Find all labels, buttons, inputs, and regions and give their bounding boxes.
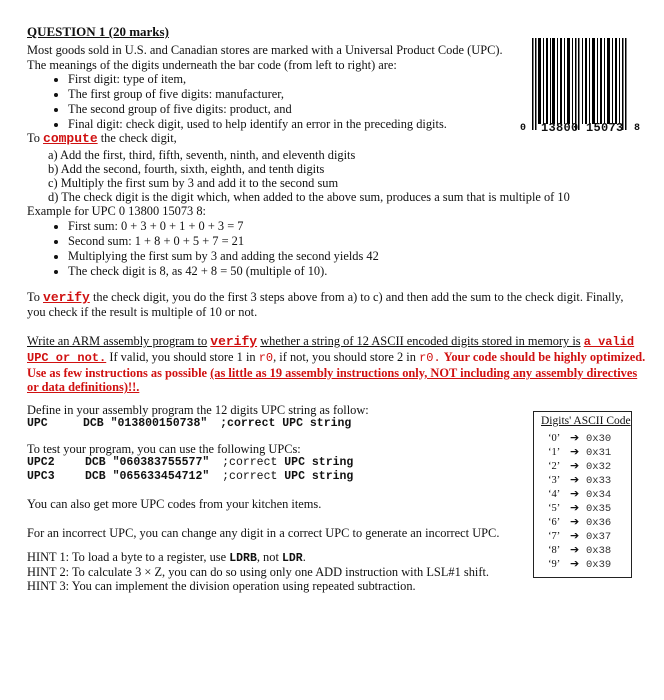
arrow-right-icon: ➔ xyxy=(570,501,580,514)
step-d: d) The check digit is the digit which, when added to the above sum, produces a sum that is multiple of 10 xyxy=(48,190,570,204)
ascii-char: ‘0’ xyxy=(548,433,561,444)
verify-line-2: you check if the result is multiple of 10 or not. xyxy=(27,305,258,319)
meaning-item: The second group of five digits: product, and xyxy=(68,102,292,116)
incorrect-text: For an incorrect UPC, you can change any digit in a correct UPC to generate an incorrect UPC. xyxy=(27,526,500,540)
step-a: a) Add the first, third, fifth, seventh, ninth, and eleventh digits xyxy=(48,148,356,162)
code-comment-keyword: UPC xyxy=(284,456,305,469)
bullet-icon xyxy=(54,123,58,127)
barcode-middle-digits: 13800 15073 xyxy=(541,121,624,135)
code-label: UPC2 xyxy=(27,456,55,469)
ascii-hex: 0x31 xyxy=(586,447,612,459)
ascii-row xyxy=(548,487,611,502)
arrow-right-icon: ➔ xyxy=(570,529,580,542)
verify-keyword: verify xyxy=(43,290,90,305)
ascii-row xyxy=(548,473,611,488)
example-item: Multiplying the first sum by 3 and adding the second yields 42 xyxy=(68,249,379,263)
ascii-hex: 0x38 xyxy=(586,545,612,557)
task-valid-keyword: a valid xyxy=(583,335,635,349)
barcode-bars xyxy=(520,38,642,135)
ascii-row xyxy=(548,501,611,516)
instruction-ldr: LDR xyxy=(282,552,303,565)
ascii-hex: 0x36 xyxy=(586,517,612,529)
barcode-right-digit: 8 xyxy=(634,123,641,134)
task-optimized-note: Your code should be highly optimized. xyxy=(443,350,646,364)
ascii-row xyxy=(548,431,611,446)
barcode-left-digit: 0 xyxy=(520,123,527,134)
code-comment: string xyxy=(311,456,354,469)
task-text: Write an ARM assembly program to xyxy=(27,334,208,348)
verify-line-1 xyxy=(27,290,623,305)
ascii-row xyxy=(548,543,611,558)
meaning-item: The first group of five digits: manufacturer, xyxy=(68,87,284,101)
define-code-line xyxy=(27,417,351,431)
ascii-char: ‘7’ xyxy=(548,531,561,542)
example-item: First sum: 0 + 3 + 0 + 1 + 0 + 3 = 7 xyxy=(68,219,244,233)
ascii-code-table xyxy=(533,411,632,578)
ascii-hex: 0x37 xyxy=(586,531,612,543)
arrow-right-icon: ➔ xyxy=(570,557,580,570)
ascii-hex: 0x35 xyxy=(586,503,612,515)
arrow-right-icon: ➔ xyxy=(570,431,580,444)
ascii-table-title: Digits' ASCII Code xyxy=(541,415,631,427)
task-line-3 xyxy=(27,366,637,380)
code-label: UPC3 xyxy=(27,470,55,483)
ascii-row xyxy=(548,529,611,544)
ascii-char: ‘1’ xyxy=(548,447,561,458)
arrow-right-icon: ➔ xyxy=(570,473,580,486)
define-text: Define in your assembly program the 12 digits UPC string as follow: xyxy=(27,403,369,417)
code-string: "065633454712" xyxy=(112,470,210,483)
example-item: The check digit is 8, as 42 + 8 = 50 (multiple of 10). xyxy=(68,264,328,278)
ascii-hex: 0x33 xyxy=(586,475,612,487)
ascii-hex: 0x39 xyxy=(586,559,612,571)
example-title: Example for UPC 0 13800 15073 8: xyxy=(27,204,206,218)
code-comment: ;correct xyxy=(222,456,278,469)
bullet-icon xyxy=(54,240,58,244)
task-upc-keyword: UPC or not. xyxy=(27,351,107,365)
hint-3: HINT 3: You can implement the division operation using repeated subtraction. xyxy=(27,579,416,593)
ascii-char: ‘3’ xyxy=(548,475,561,486)
ascii-char: ‘2’ xyxy=(548,461,561,472)
code-op: DCB xyxy=(85,470,106,483)
ascii-char: ‘9’ xyxy=(548,559,561,570)
code-comment: ;correct xyxy=(222,470,278,483)
bullet-icon xyxy=(54,78,58,82)
compute-suffix: the check digit, xyxy=(100,131,177,145)
step-b: b) Add the second, fourth, sixth, eighth, and tenth digits xyxy=(48,162,325,176)
ascii-hex: 0x32 xyxy=(586,461,612,473)
ascii-row xyxy=(548,557,611,572)
code-label: UPC xyxy=(27,417,48,430)
code-op: DCB xyxy=(83,417,104,430)
hint-text: . xyxy=(302,550,306,564)
compute-prefix: To xyxy=(27,131,40,145)
code-string: "060383755577" xyxy=(112,456,210,469)
task-instruction-limit: (as little as 19 assembly instructions only, NOT including any assembly directives xyxy=(210,366,638,380)
ascii-hex: 0x34 xyxy=(586,489,612,501)
task-line-2 xyxy=(27,350,645,365)
task-text: If valid, you should store 1 in xyxy=(109,350,256,364)
code-op: DCB xyxy=(85,456,106,469)
test-code-line xyxy=(27,456,353,470)
upc-barcode-image xyxy=(520,38,642,135)
code-comment: string xyxy=(309,417,352,430)
code-comment: string xyxy=(311,470,354,483)
ascii-char: ‘4’ xyxy=(548,489,561,500)
bullet-icon xyxy=(54,93,58,97)
task-instruction-note: Use as few instructions as possible xyxy=(27,366,208,380)
arrow-right-icon: ➔ xyxy=(570,459,580,472)
meaning-item: First digit: type of item, xyxy=(68,72,187,86)
ascii-hex: 0x30 xyxy=(586,433,612,445)
task-verify-keyword: verify xyxy=(210,334,258,349)
task-line-1 xyxy=(27,334,634,349)
bullet-icon xyxy=(54,270,58,274)
arrow-right-icon: ➔ xyxy=(570,515,580,528)
ascii-row xyxy=(548,445,611,460)
intro-line-1: Most goods sold in U.S. and Canadian stores are marked with a Universal Product Code (UPC). xyxy=(27,43,503,57)
ascii-row xyxy=(548,459,611,474)
task-line-4: or data definitions)!!. xyxy=(27,380,140,394)
code-string: "013800150738" xyxy=(110,417,208,430)
code-comment: ;correct xyxy=(220,417,276,430)
meaning-item: Final digit: check digit, used to help identify an error in the preceding digits. xyxy=(68,117,447,131)
ascii-char: ‘8’ xyxy=(548,545,561,556)
hint-text: HINT 1: To load a byte to a register, use xyxy=(27,550,227,564)
task-text: , if not, you should store 2 in xyxy=(273,350,416,364)
arrow-right-icon: ➔ xyxy=(570,543,580,556)
intro-line-2: The meanings of the digits underneath the bar code (from left to right) are: xyxy=(27,58,397,72)
example-item: Second sum: 1 + 8 + 0 + 5 + 7 = 21 xyxy=(68,234,245,248)
task-text: whether a string of 12 ASCII encoded digits stored in memory is xyxy=(260,334,581,348)
kitchen-text: You can also get more UPC codes from your kitchen items. xyxy=(27,497,322,511)
instruction-ldrb: LDRB xyxy=(229,552,257,565)
register-r0: r0. xyxy=(419,351,441,365)
verify-prefix: To xyxy=(27,290,40,304)
bullet-icon xyxy=(54,225,58,229)
bullet-icon xyxy=(54,108,58,112)
ascii-char: ‘5’ xyxy=(548,503,561,514)
question-title: QUESTION 1 (20 marks) xyxy=(27,24,169,39)
bullet-icon xyxy=(54,255,58,259)
code-comment-keyword: UPC xyxy=(282,417,303,430)
step-c: c) Multiply the first sum by 3 and add it to the second sum xyxy=(48,176,339,190)
ascii-char: ‘6’ xyxy=(548,517,561,528)
hint-2: HINT 2: To calculate 3 × Z, you can do so using only one ADD instruction with LSL#1 shift. xyxy=(27,565,489,579)
ascii-row xyxy=(548,515,611,530)
arrow-right-icon: ➔ xyxy=(570,487,580,500)
register-r0: r0 xyxy=(258,351,274,365)
code-comment-keyword: UPC xyxy=(284,470,305,483)
hint-1 xyxy=(27,550,306,566)
hint-text: , not xyxy=(256,550,279,564)
test-code-line xyxy=(27,470,353,484)
arrow-right-icon: ➔ xyxy=(570,445,580,458)
test-text: To test your program, you can use the following UPCs: xyxy=(27,442,301,456)
verify-text: the check digit, you do the first 3 steps above from a) to c) and then add the sum to the check digit. Finally, xyxy=(92,290,624,304)
compute-line xyxy=(27,131,177,146)
compute-keyword: compute xyxy=(43,131,98,146)
